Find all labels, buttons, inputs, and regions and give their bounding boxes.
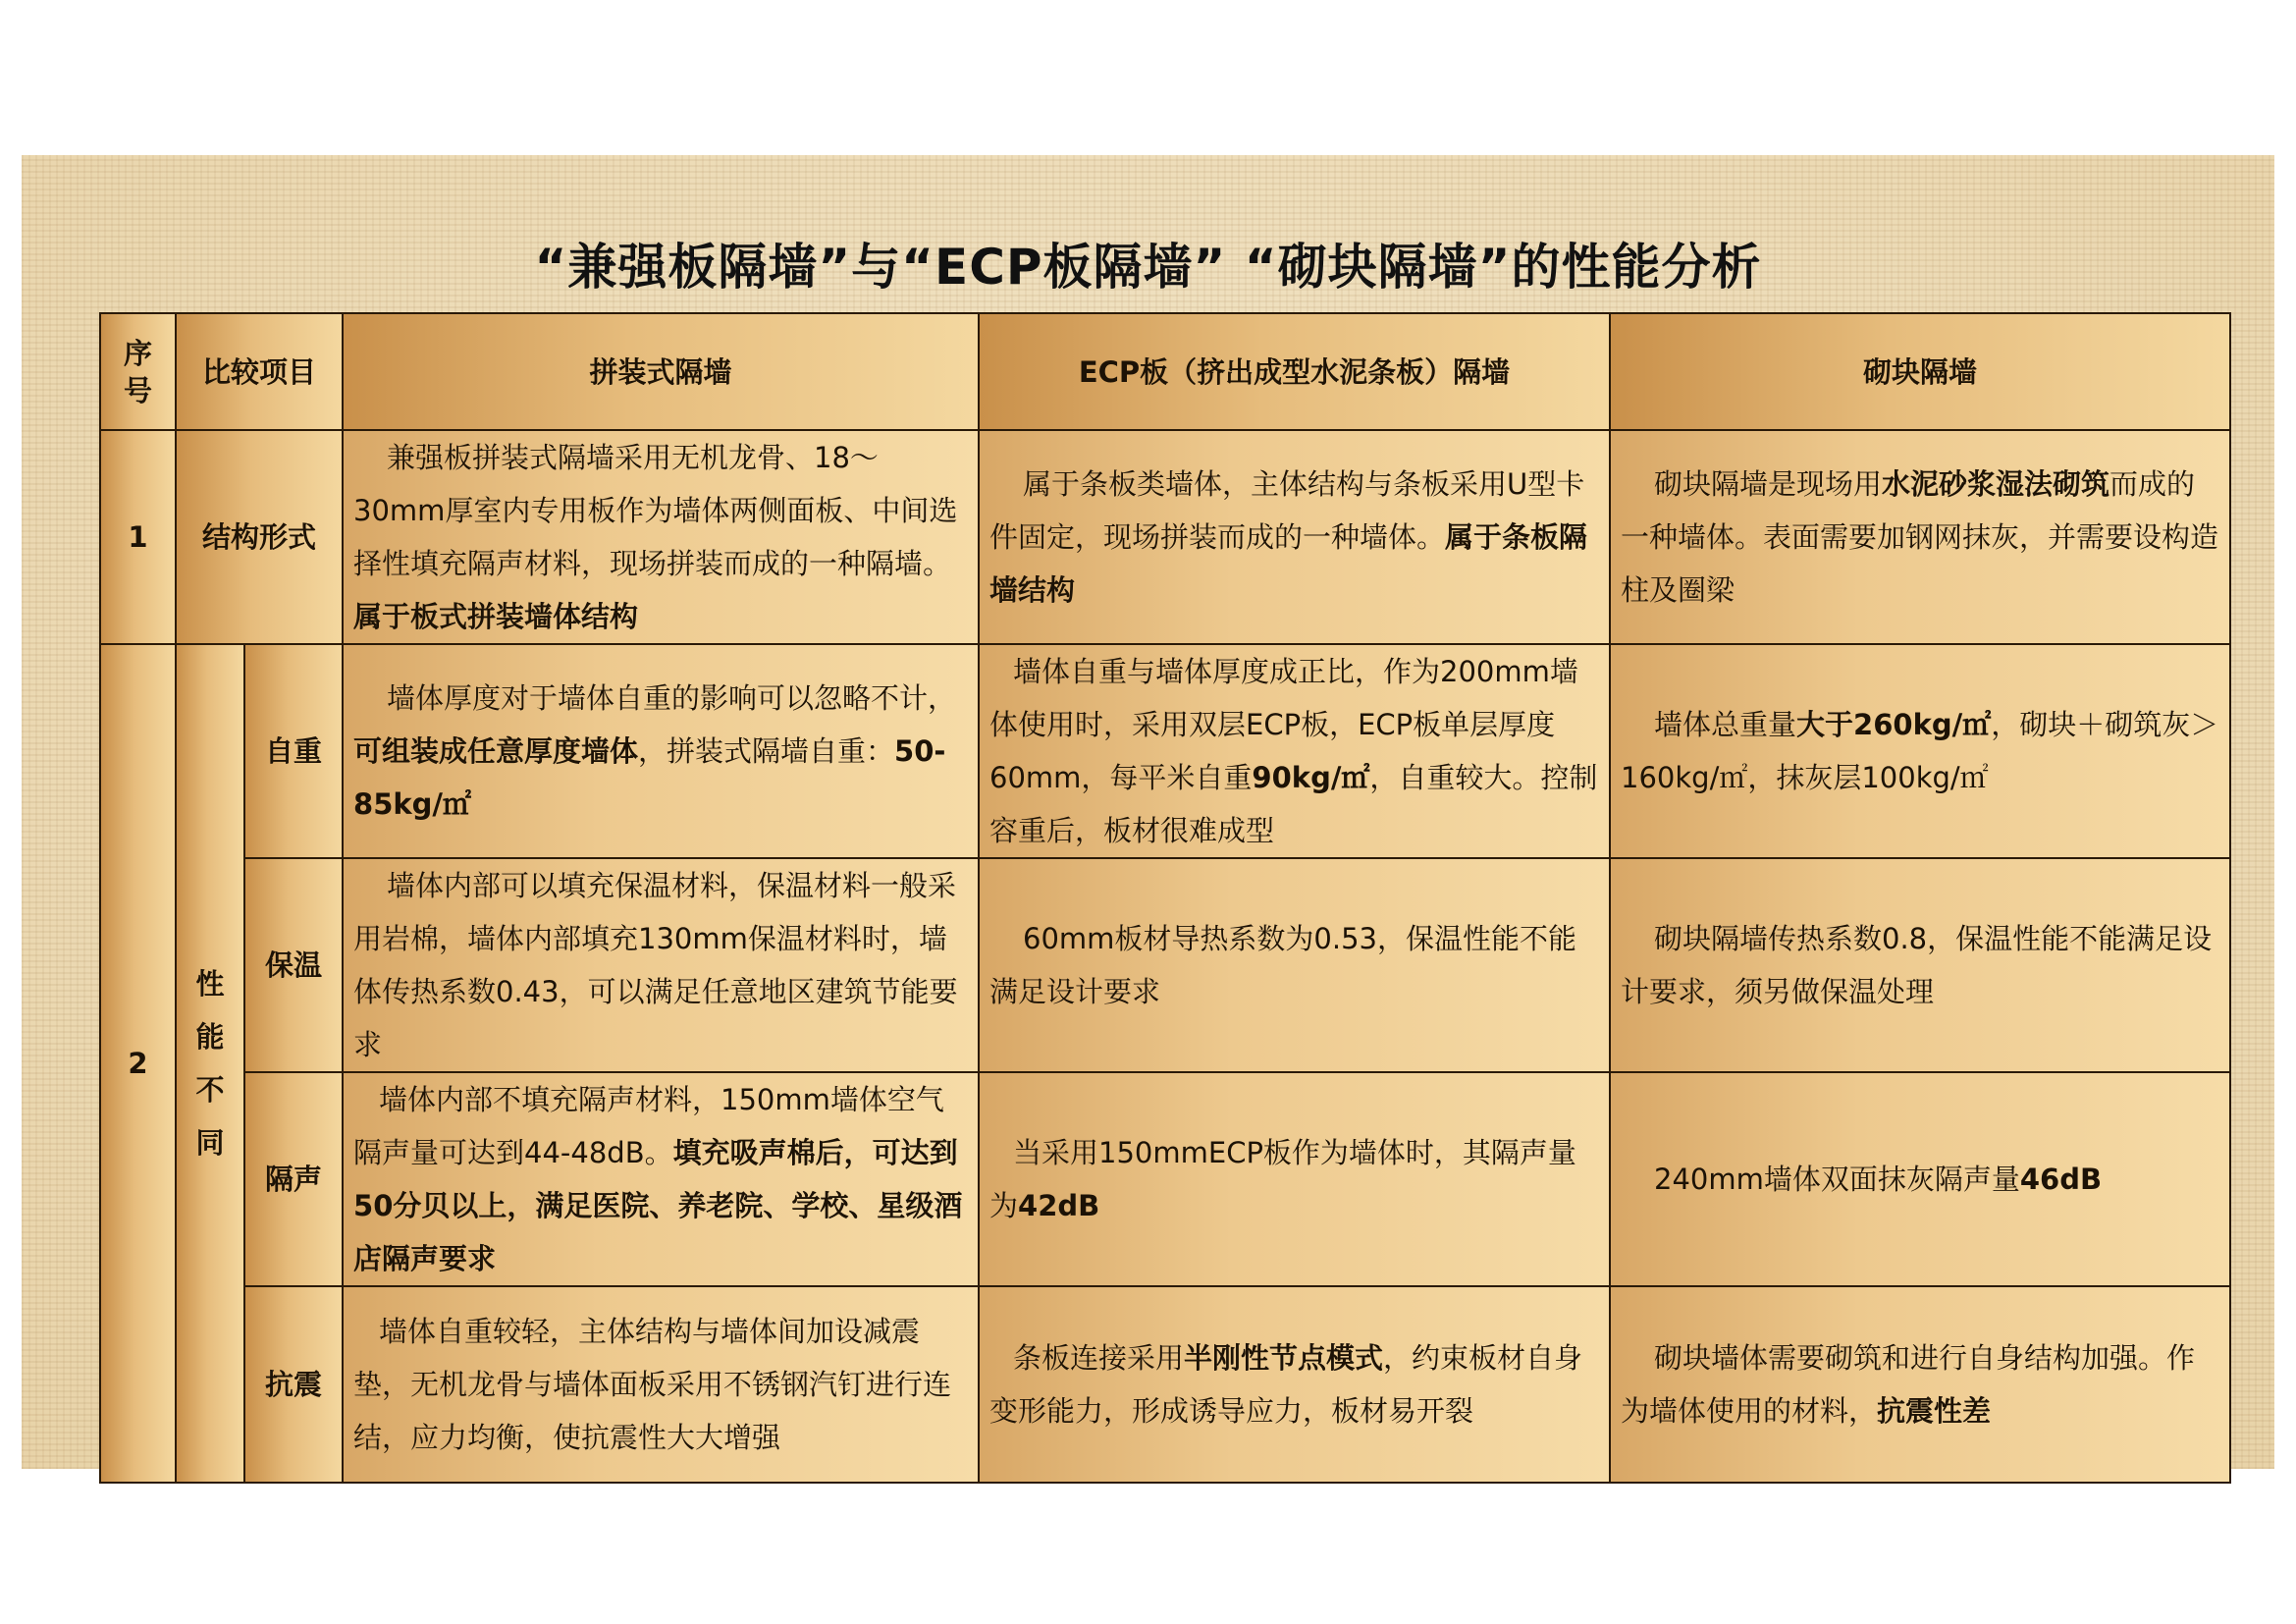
header-col1: 拼装式隔墙	[343, 313, 979, 430]
row1-item: 结构形式	[176, 430, 343, 644]
table-row	[100, 644, 2230, 858]
row2-insulation-col2: 60mm板材导热系数为0.53，保温性能不能满足设计要求	[979, 858, 1610, 1072]
row2-sound-col1: 墙体内部不填充隔声材料，150mm墙体空气隔声量可达到44-48dB。填充吸声棉后，可达到50分贝以上，满足医院、养老院、学校、星级酒店隔声要求	[343, 1072, 979, 1286]
row2-weight-label: 自重	[244, 644, 343, 858]
table-header-row	[100, 313, 2230, 430]
row2-group-label: 性 能 不 同	[176, 644, 244, 1483]
row2-insulation-col1: 墙体内部可以填充保温材料，保温材料一般采用岩棉，墙体内部填充130mm保温材料时，墙体传热系数0.43，可以满足任意地区建筑节能要求	[343, 858, 979, 1072]
row1-no: 1	[100, 430, 176, 644]
row2-weight-col2: 墙体自重与墙体厚度成正比，作为200mm墙体使用时，采用双层ECP板，ECP板单层厚度60mm，每平米自重90kg/㎡，自重较大。控制容重后，板材很难成型	[979, 644, 1610, 858]
row1-col3: 砌块隔墙是现场用水泥砂浆湿法砌筑而成的一种墙体。表面需要加钢网抹灰，并需要设构造柱及圈梁	[1610, 430, 2230, 644]
row2-no: 2	[100, 644, 176, 1483]
row2-weight-col1: 墙体厚度对于墙体自重的影响可以忽略不计，可组装成任意厚度墙体，拼装式隔墙自重：50-85kg/㎡	[343, 644, 979, 858]
row2-seismic-label: 抗震	[244, 1286, 343, 1483]
row1-col1: 兼强板拼装式隔墙采用无机龙骨、18～30mm厚室内专用板作为墙体两侧面板、中间选择性填充隔声材料，现场拼装而成的一种隔墙。 属于板式拼装墙体结构	[343, 430, 979, 644]
table-row	[100, 430, 2230, 644]
row2-insulation-col3: 砌块隔墙传热系数0.8，保温性能不能满足设计要求，须另做保温处理	[1610, 858, 2230, 1072]
page-title: “兼强板隔墙”与“ECP板隔墙” “砌块隔墙”的性能分析	[534, 239, 1762, 296]
header-col3: 砌块隔墙	[1610, 313, 2230, 430]
table-row	[100, 1286, 2230, 1483]
header-item: 比较项目	[176, 313, 343, 430]
row2-sound-label: 隔声	[244, 1072, 343, 1286]
table-row	[100, 1072, 2230, 1286]
row2-weight-col3: 墙体总重量大于260kg/㎡，砌块＋砌筑灰＞160kg/㎡，抹灰层100kg/㎡	[1610, 644, 2230, 858]
row2-seismic-col1: 墙体自重较轻，主体结构与墙体间加设减震垫，无机龙骨与墙体面板采用不锈钢汽钉进行连结，应力均衡，使抗震性大大增强	[343, 1286, 979, 1483]
row2-seismic-col2: 条板连接采用半刚性节点模式，约束板材自身变形能力，形成诱导应力，板材易开裂	[979, 1286, 1610, 1483]
header-no: 序号	[100, 313, 176, 430]
comparison-table	[99, 312, 2231, 1484]
row2-sound-col3: 240mm墙体双面抹灰隔声量46dB	[1610, 1072, 2230, 1286]
header-col2: ECP板（挤出成型水泥条板）隔墙	[979, 313, 1610, 430]
row2-sound-col2: 当采用150mmECP板作为墙体时，其隔声量为42dB	[979, 1072, 1610, 1286]
row2-insulation-label: 保温	[244, 858, 343, 1072]
table-row	[100, 858, 2230, 1072]
row2-seismic-col3: 砌块墙体需要砌筑和进行自身结构加强。作为墙体使用的材料，抗震性差	[1610, 1286, 2230, 1483]
row1-col2: 属于条板类墙体，主体结构与条板采用U型卡件固定，现场拼装而成的一种墙体。属于条板隔墙结构	[979, 430, 1610, 644]
